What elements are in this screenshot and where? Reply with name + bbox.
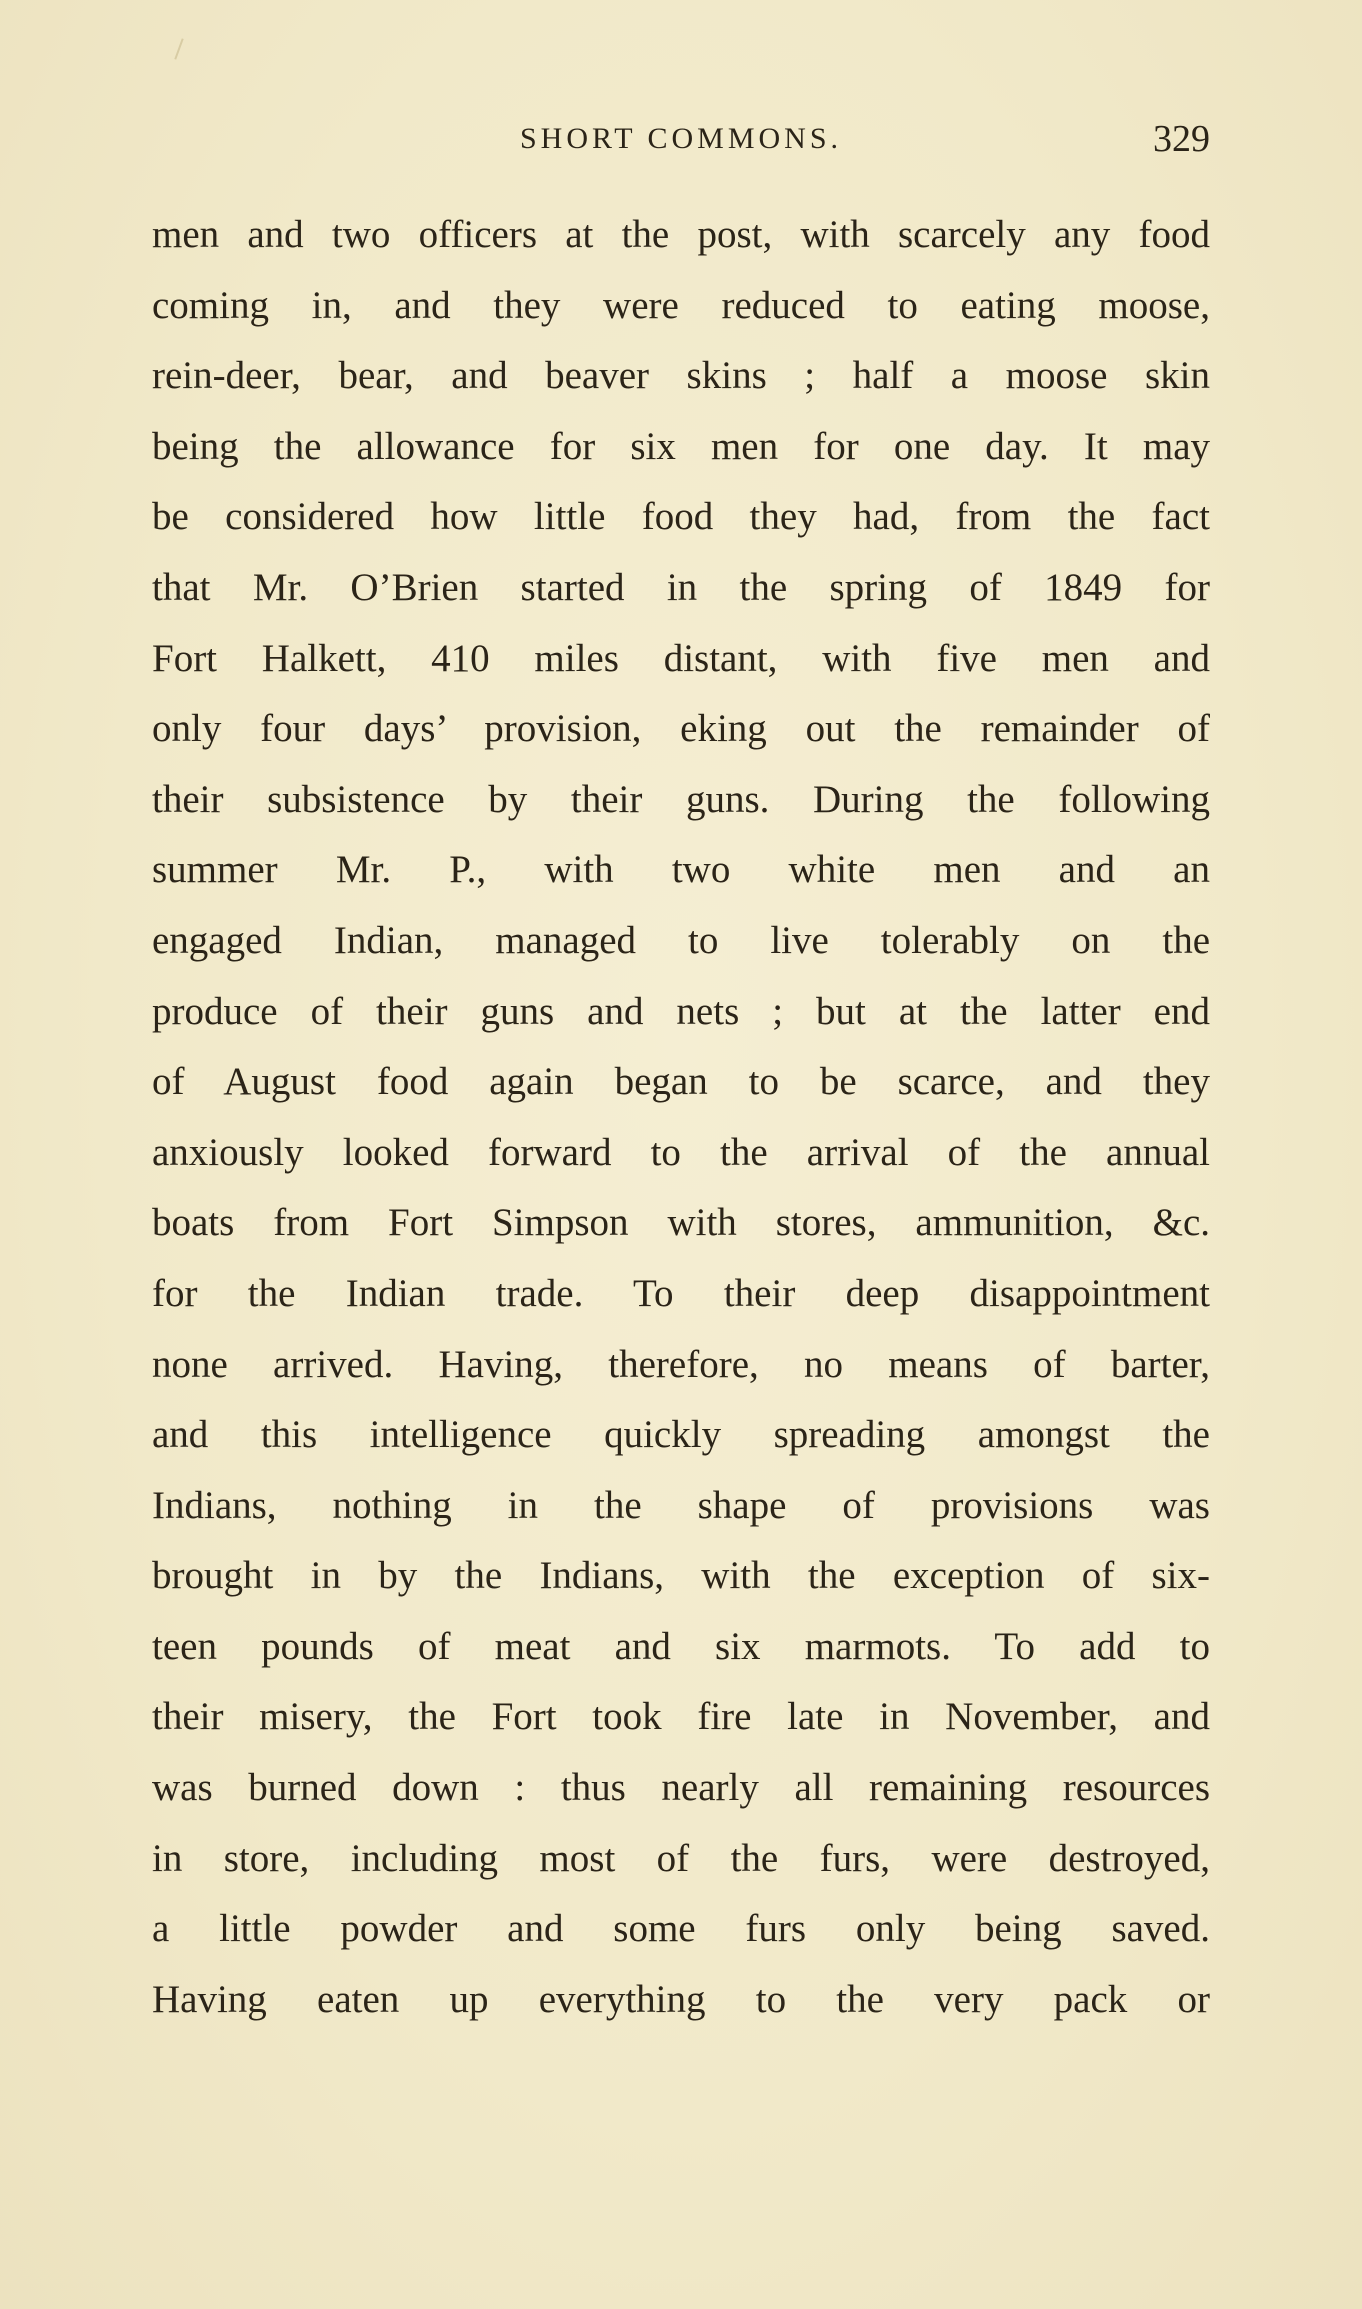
text-line: was burned down : thus nearly all remaining resources bbox=[152, 1766, 1210, 1810]
text-line: rein-deer, bear, and beaver skins ; half a moose skin bbox=[152, 354, 1210, 398]
text-line: for the Indian trade. To their deep disappointment bbox=[152, 1271, 1210, 1315]
text-line: Indians, nothing in the shape of provisions was bbox=[152, 1483, 1210, 1527]
text-line: Fort Halkett, 410 miles distant, with five men and bbox=[152, 636, 1210, 680]
text-line: be considered how little food they had, from the fact bbox=[152, 495, 1210, 539]
text-line: coming in, and they were reduced to eating moose, bbox=[152, 283, 1210, 327]
text-line: anxiously looked forward to the arrival of the annual bbox=[152, 1130, 1210, 1174]
text-line: in store, including most of the furs, were destroyed, bbox=[152, 1836, 1210, 1880]
text-line: produce of their guns and nets ; but at the latter end bbox=[152, 989, 1210, 1033]
running-title: SHORT COMMONS. bbox=[519, 122, 843, 155]
text-line: that Mr. O’Brien started in the spring of 1849 for bbox=[152, 565, 1210, 609]
text-line: being the allowance for six men for one day. It may bbox=[152, 424, 1210, 468]
text-line: summer Mr. P., with two white men and an bbox=[152, 848, 1210, 892]
text-line: Having eaten up everything to the very pack or bbox=[152, 1977, 1210, 2021]
text-line: boats from Fort Simpson with stores, ammunition, &c. bbox=[152, 1201, 1210, 1245]
running-header bbox=[152, 114, 1210, 164]
text-line: a little powder and some furs only being saved. bbox=[152, 1907, 1210, 1951]
text-line: only four days’ provision, eking out the remainder of bbox=[152, 707, 1210, 751]
text-line: men and two officers at the post, with scarcely any food bbox=[152, 213, 1210, 256]
text-line: engaged Indian, managed to live tolerably on the bbox=[152, 918, 1210, 962]
text-line: and this intelligence quickly spreading amongst the bbox=[152, 1413, 1210, 1457]
text-line: their misery, the Fort took fire late in November, and bbox=[152, 1695, 1210, 1739]
body-text bbox=[152, 206, 1210, 2041]
text-line: of August food again began to be scarce, and they bbox=[152, 1060, 1210, 1104]
text-line: teen pounds of meat and six marmots. To add to bbox=[152, 1624, 1210, 1668]
text-line: brought in by the Indians, with the exception of six- bbox=[152, 1554, 1210, 1598]
page-number: 329 bbox=[1153, 118, 1210, 160]
text-line: none arrived. Having, therefore, no means of barter, bbox=[152, 1342, 1210, 1386]
paper-mark bbox=[174, 38, 183, 59]
text-line: their subsistence by their guns. During the following bbox=[152, 777, 1210, 821]
